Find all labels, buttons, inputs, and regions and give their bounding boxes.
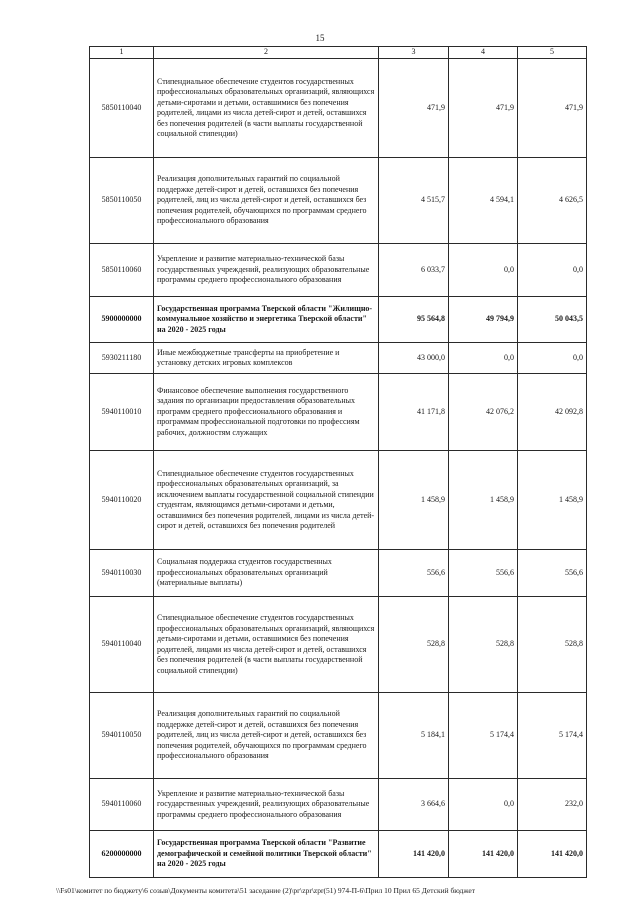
description-cell: Укрепление и развитие материально-технической базы государственных учреждений, реализующих образовательные программы среднего профессионального образования — [154, 779, 379, 831]
value-col4-cell: 528,8 — [449, 597, 518, 693]
value-col4-cell: 1 458,9 — [449, 451, 518, 550]
column-header-4: 4 — [449, 47, 518, 59]
value-col4-cell: 42 076,2 — [449, 374, 518, 451]
table-row — [90, 343, 587, 374]
value-col4-cell: 141 420,0 — [449, 831, 518, 878]
value-col4-cell: 0,0 — [449, 779, 518, 831]
description-cell: Стипендиальное обеспечение студентов государственных профессиональных образовательных организаций, являющихся детьми-сиротами и детьми, оставшимися без попечения родителей, лицами из числа детей-сирот и детей, оставшихся без попечения родителей (в части выплаты государственной социальной стипендии) — [154, 59, 379, 158]
table-row — [90, 779, 587, 831]
value-col5-cell: 4 626,5 — [518, 158, 587, 244]
value-col3-cell: 528,8 — [379, 597, 449, 693]
value-col5-cell: 232,0 — [518, 779, 587, 831]
budget-table — [89, 46, 587, 878]
value-col5-cell: 0,0 — [518, 244, 587, 297]
value-col3-cell: 5 184,1 — [379, 693, 449, 779]
budget-code-cell: 5940110010 — [90, 374, 154, 451]
value-col5-cell: 0,0 — [518, 343, 587, 374]
value-col5-cell: 50 043,5 — [518, 297, 587, 343]
value-col3-cell: 3 664,6 — [379, 779, 449, 831]
table-row — [90, 693, 587, 779]
description-cell: Укрепление и развитие материально-технической базы государственных учреждений, реализующих образовательные программы среднего профессионального образования — [154, 244, 379, 297]
value-col4-cell: 5 174,4 — [449, 693, 518, 779]
table-row — [90, 244, 587, 297]
table-row — [90, 597, 587, 693]
value-col5-cell: 141 420,0 — [518, 831, 587, 878]
budget-code-cell: 6200000000 — [90, 831, 154, 878]
budget-code-cell: 5940110050 — [90, 693, 154, 779]
value-col3-cell: 471,9 — [379, 59, 449, 158]
value-col3-cell: 41 171,8 — [379, 374, 449, 451]
description-cell: Стипендиальное обеспечение студентов государственных профессиональных образовательных организаций, за исключением выплаты государственной социальной стипендии студентам, являющимся детьми-сиротами и детьми, оставшимися без попечения родителей, лицами из числа детей-сирот и детей, оставшихся без попечения родителей — [154, 451, 379, 550]
value-col5-cell: 1 458,9 — [518, 451, 587, 550]
column-header-1: 1 — [90, 47, 154, 59]
budget-code-cell: 5930211180 — [90, 343, 154, 374]
budget-code-cell: 5940110030 — [90, 550, 154, 597]
column-header-5: 5 — [518, 47, 587, 59]
table-row — [90, 374, 587, 451]
value-col3-cell: 95 564,8 — [379, 297, 449, 343]
value-col5-cell: 42 092,8 — [518, 374, 587, 451]
table-row — [90, 297, 587, 343]
description-cell: Реализация дополнительных гарантий по социальной поддержке детей-сирот и детей, оставшихся без попечения родителей, лиц из числа детей-сирот и детей, оставшихся без попечения родителей, обучающихся по программам среднего профессионального образования — [154, 158, 379, 244]
column-header-3: 3 — [379, 47, 449, 59]
value-col4-cell: 556,6 — [449, 550, 518, 597]
description-cell: Государственная программа Тверской области "Жилищно-коммунальное хозяйство и энергетика Тверской области" на 2020 - 2025 годы — [154, 297, 379, 343]
description-cell: Финансовое обеспечение выполнения государственного задания по организации предоставления образовательных программ среднего профессионального образования и программам профессиональной подготовки по профессиям рабочих, должностям служащих — [154, 374, 379, 451]
description-cell: Государственная программа Тверской области "Развитие демографической и семейной политики Тверской области" на 2020 - 2025 годы — [154, 831, 379, 878]
value-col3-cell: 556,6 — [379, 550, 449, 597]
table-row — [90, 451, 587, 550]
table-row — [90, 831, 587, 878]
table-row — [90, 550, 587, 597]
value-col4-cell: 0,0 — [449, 244, 518, 297]
value-col5-cell: 471,9 — [518, 59, 587, 158]
value-col5-cell: 528,8 — [518, 597, 587, 693]
table-row — [90, 59, 587, 158]
column-header-2: 2 — [154, 47, 379, 59]
description-cell: Иные межбюджетные трансферты на приобретение и установку детских игровых комплексов — [154, 343, 379, 374]
value-col3-cell: 6 033,7 — [379, 244, 449, 297]
file-path-footer: \\Fs01\комитет по бюджету\6 созыв\Документы комитета\51 заседание (2)\рг\zpr\zpr(51) 974-П-6\Прил 10 Прил 65 Детский бюджет — [56, 886, 476, 895]
budget-code-cell: 5850110060 — [90, 244, 154, 297]
description-cell: Социальная поддержка студентов государственных профессиональных образовательных организаций (материальные выплаты) — [154, 550, 379, 597]
value-col3-cell: 141 420,0 — [379, 831, 449, 878]
value-col4-cell: 4 594,1 — [449, 158, 518, 244]
budget-code-cell: 5850110040 — [90, 59, 154, 158]
budget-code-cell: 5850110050 — [90, 158, 154, 244]
value-col3-cell: 1 458,9 — [379, 451, 449, 550]
table-header-row — [90, 47, 587, 59]
page-number: 15 — [315, 33, 325, 43]
budget-code-cell: 5940110020 — [90, 451, 154, 550]
value-col4-cell: 471,9 — [449, 59, 518, 158]
value-col3-cell: 4 515,7 — [379, 158, 449, 244]
budget-code-cell: 5940110040 — [90, 597, 154, 693]
value-col4-cell: 0,0 — [449, 343, 518, 374]
description-cell: Стипендиальное обеспечение студентов государственных профессиональных образовательных организаций, являющихся детьми-сиротами и детьми, оставшимися без попечения родителей, лицами из числа детей-сирот и детей, оставшихся без попечения родителей (в части выплаты государственной социальной стипендии) — [154, 597, 379, 693]
budget-code-cell: 5900000000 — [90, 297, 154, 343]
value-col5-cell: 556,6 — [518, 550, 587, 597]
description-cell: Реализация дополнительных гарантий по социальной поддержке детей-сирот и детей, оставшихся без попечения родителей, лиц из числа детей-сирот и детей, оставшихся без попечения родителей, обучающихся по программам среднего профессионального образования — [154, 693, 379, 779]
value-col4-cell: 49 794,9 — [449, 297, 518, 343]
table-row — [90, 158, 587, 244]
budget-code-cell: 5940110060 — [90, 779, 154, 831]
value-col5-cell: 5 174,4 — [518, 693, 587, 779]
value-col3-cell: 43 000,0 — [379, 343, 449, 374]
